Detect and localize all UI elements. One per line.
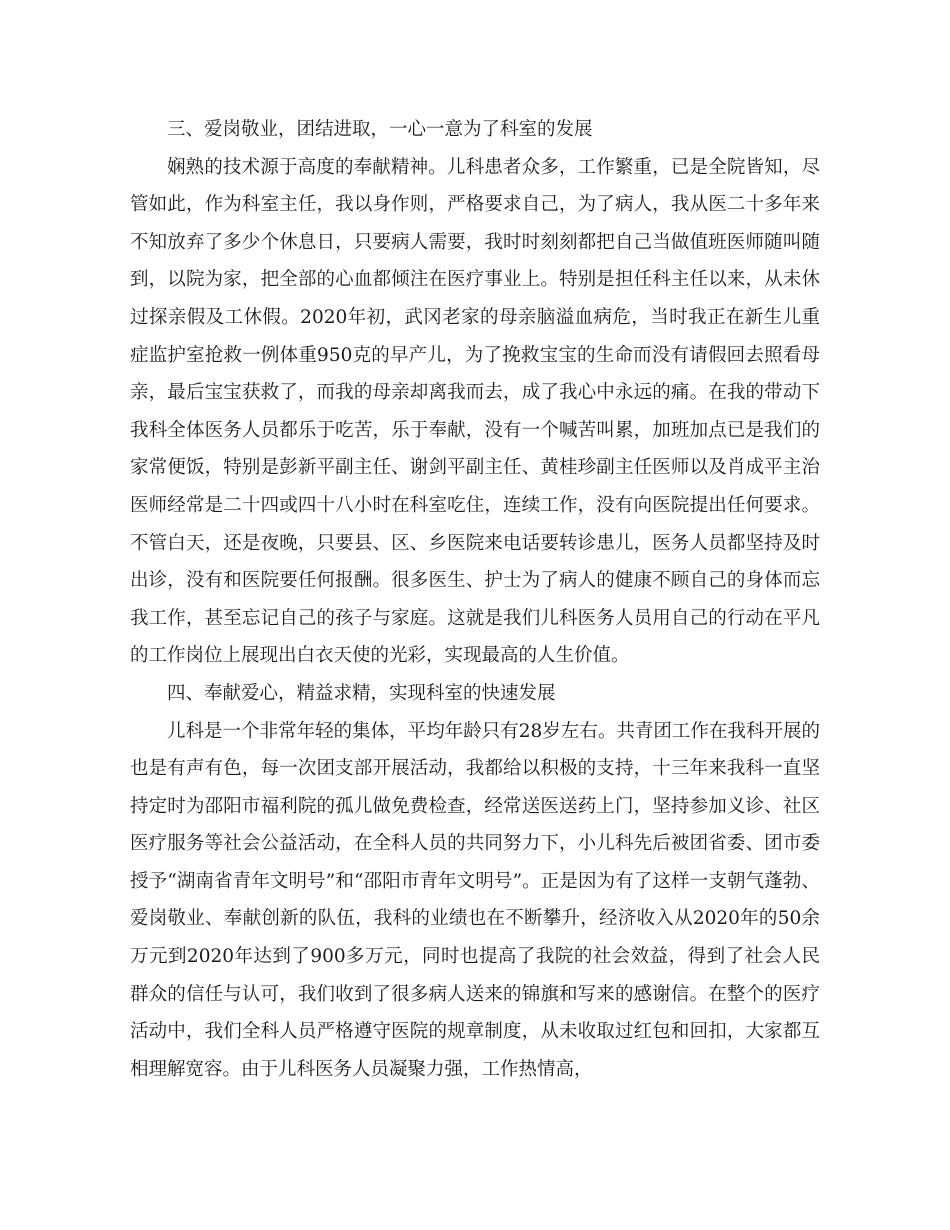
document-body [130, 111, 820, 1088]
body-paragraph-2: 儿科是一个非常年轻的集体，平均年龄只有28岁左右。共青团工作在我科开展的也是有声有色，每一次团支部开展活动，我都给以积极的支持，十三年来我科一直坚持定时为邵阳市福利院的孤儿做免费检查，经常送医送药上门，坚持参加义诊、社区医疗服务等社会公益活动，在全科人员的共同努力下，小儿科先后被团省委、团市委授予“湖南省青年文明号”和“邵阳市青年文明号”。正是因为有了这样一支朝气蓬勃、爱岗敬业、奉献创新的队伍，我科的业绩也在不断攀升，经济收入从2020年的50余万元到2020年达到了900多万元，同时也提高了我院的社会效益，得到了社会人民群众的信任与认可，我们收到了很多病人送来的锦旗和写来的感谢信。在整个的医疗活动中，我们全科人员严格遵守医院的规章制度，从未收取过红包和回扣，大家都互相理解宽容。由于儿科医务人员凝聚力强，工作热情高， [130, 720, 820, 1080]
body-paragraph-1: 娴熟的技术源于高度的奉献精神。儿科患者众多，工作繁重，已是全院皆知，尽管如此，作为科室主任，我以身作则，严格要求自己，为了病人，我从医二十多年来不知放弃了多少个休息日，只要病人需要，我时时刻刻都把自己当做值班医师随叫随到，以院为家，把全部的心血都倾注在医疗事业上。特别是担任科主任以来，从未休过探亲假及工休假。2020年初，武冈老家的母亲脑溢血病危，当时我正在新生儿重症监护室抢救一例体重950克的早产儿，为了挽救宝宝的生命而没有请假回去照看母亲，最后宝宝获救了，而我的母亲却离我而去，成了我心中永远的痛。在我的带动下我科全体医务人员都乐于吃苦，乐于奉献，没有一个喊苦叫累，加班加点已是我们的家常便饭，特别是彭新平副主任、谢剑平副主任、黄桂珍副主任医师以及肖成平主治医师经常是二十四或四十八小时在科室吃住，连续工作，没有向医院提出任何要求。不管白天，还是夜晚，只要县、区、乡医院来电话要转诊患儿，医务人员都坚持及时出诊，没有和医院要任何报酬。很多医生、护士为了病人的健康不顾自己的身体而忘我工作，甚至忘记自己的孩子与家庭。这就是我们儿科医务人员用自己的行动在平凡的工作岗位上展现出白衣天使的光彩，实现最高的人生价值。 [130, 156, 820, 667]
section-heading-3: 三、爱岗敬业，团结进取，一心一意为了科室的发展 [167, 119, 593, 140]
section-heading-4: 四、奉献爱心，精益求精，实现科室的快速发展 [167, 682, 556, 704]
